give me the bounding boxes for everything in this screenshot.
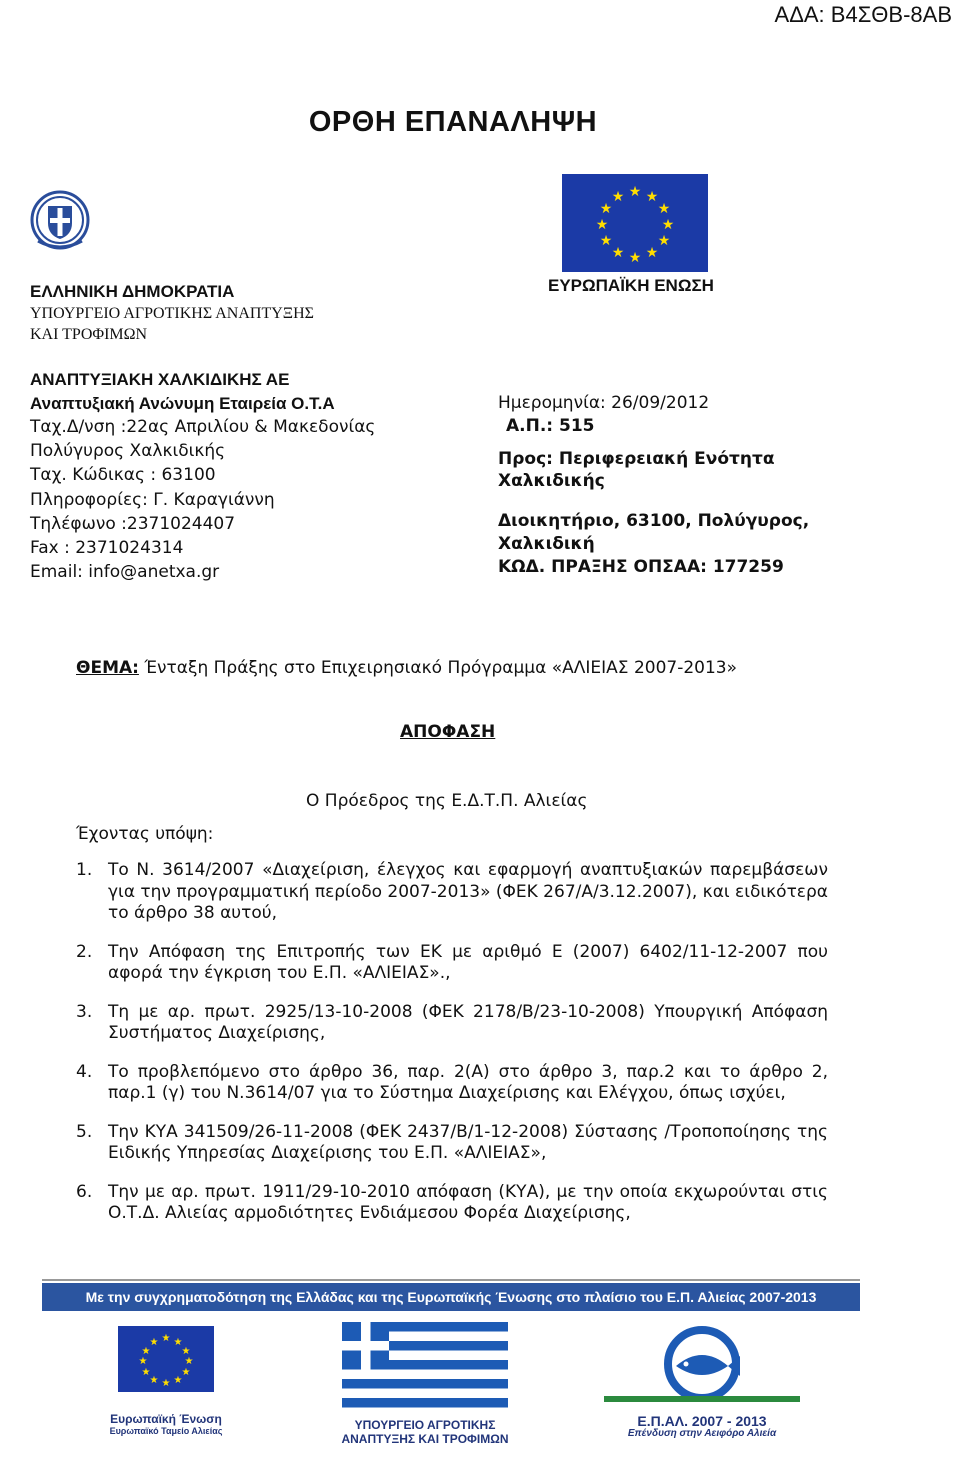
contact-postal: Ταχ. Κώδικας : 63100 — [30, 465, 216, 486]
greek-flag-icon — [334, 1322, 516, 1408]
svg-text:★: ★ — [611, 245, 625, 261]
cofunding-banner: Με την συγχρηματοδότηση της Ελλάδας και της Ευρωπαϊκής Ένωσης στο πλαίσιο του Ε.Π. Αλιείας 2007-2013 — [42, 1283, 860, 1311]
contact-fax: Fax : 2371024314 — [30, 538, 184, 559]
contact-info: Πληροφορίες: Γ. Καραγιάννη — [30, 489, 275, 510]
ministry-line-2: ΚΑΙ ΤΡΟΦΙΜΩΝ — [30, 326, 148, 343]
recipient-address-line-1: Διοικητήριο, 63100, Πολύγυρος, — [498, 511, 810, 531]
subject-label: ΘΕΜΑ: — [76, 658, 139, 678]
list-item — [76, 1122, 828, 1165]
decision-heading: ΑΠΟΦΑΣΗ — [400, 722, 496, 742]
svg-text:★: ★ — [628, 250, 642, 266]
svg-text:★: ★ — [181, 1346, 191, 1357]
ministry-logo — [334, 1322, 516, 1446]
recipient-address-line-2: Χαλκιδική — [498, 534, 595, 554]
footer-divider — [42, 1279, 860, 1281]
eu-flag-small-icon — [96, 1322, 236, 1402]
list-item-text: Την ΚΥΑ 341509/26-11-2008 (ΦΕΚ 2437/Β/1-12-2008) Σύστασης /Τροποποίησης της Ειδικής Υπηρεσίας Διαχείρισης του Ε.Π. «ΑΛΙΕΙΑΣ», — [108, 1121, 828, 1163]
svg-text:★: ★ — [161, 1333, 171, 1344]
list-item-number: 4. — [76, 1061, 93, 1082]
svg-text:★: ★ — [149, 1375, 159, 1386]
svg-text:★: ★ — [645, 245, 659, 261]
svg-text:★: ★ — [595, 217, 609, 233]
svg-text:★: ★ — [161, 1378, 171, 1389]
eu-caption: Ευρωπαϊκή Ένωση — [110, 1412, 222, 1426]
recipient-line-2: Χαλκιδικής — [498, 471, 605, 491]
eu-flag-icon — [562, 174, 708, 272]
svg-text:★: ★ — [628, 184, 642, 200]
republic-label: ΕΛΛΗΝΙΚΗ ΔΗΜΟΚΡΑΤΙΑ — [30, 282, 235, 301]
svg-text:★: ★ — [141, 1346, 151, 1357]
ministry-line-1: ΥΠΟΥΡΓΕΙΟ ΑΓΡΟΤΙΚΗΣ ΑΝΑΠΤΥΞΗΣ — [30, 305, 314, 322]
list-item-text: Το προβλεπόμενο στο άρθρο 36, παρ. 2(Α) στο άρθρο 3, παρ.2 και το άρθρο 2, παρ.1 (γ) του Ν.3614/07 για το Σύστημα Διαχείρισης και Ελέγχου, όπως ισχύει, — [108, 1061, 828, 1103]
list-item — [76, 1182, 828, 1225]
recipient-block — [498, 391, 809, 579]
contact-block — [30, 415, 375, 584]
fisheries-logo-icon — [584, 1322, 820, 1406]
program-subcaption: Επένδυση στην Αειφόρο Αλιεία — [627, 1428, 777, 1439]
list-item-text: Την με αρ. πρωτ. 1911/29-10-2010 απόφαση (ΚΥΑ), με την οποία εκχωρούνται στις Ο.Τ.Δ. Αλιείας αρμοδιότητες Ενδιάμεσου Φορέα Διαχείρισης, — [108, 1181, 828, 1223]
list-item-text: Τη με αρ. πρωτ. 2925/13-10-2008 (ΦΕΚ 2178/Β/23-10-2008) Υπουργική Απόφαση Συστήματος Διαχείρισης, — [108, 1001, 828, 1043]
list-item-number: 5. — [76, 1121, 93, 1142]
greek-emblem-icon — [30, 187, 90, 273]
eu-label: ΕΥΡΩΠΑΪΚΗ ΕΝΩΣΗ — [548, 276, 714, 295]
list-item — [76, 942, 828, 985]
ada-code: ΑΔΑ: Β4ΣΘΒ-8ΑΒ — [774, 2, 952, 27]
svg-text:★: ★ — [599, 233, 613, 249]
ministry-logo-line-1: ΥΠΟΥΡΓΕΙΟ ΑΓΡΟΤΙΚΗΣ — [354, 1418, 496, 1432]
ministry-logo-line-2: ΑΝΑΠΤΥΞΗΣ ΚΑΙ ΤΡΟΦΙΜΩΝ — [341, 1432, 509, 1446]
agency-name-line-1: ΑΝΑΠΤΥΞΙΑΚΗ ΧΑΛΚΙΔΙΚΗΣ ΑΕ — [30, 370, 290, 389]
list-item-text: Την Απόφαση της Επιτροπής των ΕΚ με αριθμό Ε (2007) 6402/11-12-2007 που αφορά την έγκριση του Ε.Π. «ΑΛΙΕΙΑΣ»., — [108, 941, 828, 983]
contact-email: Email: info@anetxa.gr — [30, 562, 220, 583]
list-item — [76, 1062, 828, 1105]
svg-text:★: ★ — [141, 1367, 151, 1378]
list-item-number: 2. — [76, 941, 93, 962]
contact-city: Πολύγυρος Χαλκιδικής — [30, 441, 226, 462]
svg-text:★: ★ — [661, 217, 675, 233]
subject-text: Ένταξη Πράξης στο Επιχειρησιακό Πρόγραμμα «ΑΛΙΕΙΑΣ 2007-2013» — [144, 658, 738, 678]
svg-text:★: ★ — [657, 201, 671, 217]
eu-subcaption: Ευρωπαϊκό Ταμείο Αλιείας — [109, 1426, 223, 1436]
document-date: Ημερομηνία: 26/09/2012 — [498, 393, 710, 413]
ministry-header — [30, 281, 314, 345]
svg-text:★: ★ — [181, 1367, 191, 1378]
list-item-number: 1. — [76, 860, 93, 880]
list-item-number: 6. — [76, 1181, 93, 1202]
agency-name — [30, 368, 335, 416]
fisheries-program-logo — [584, 1322, 820, 1439]
list-item-number: 3. — [76, 1001, 93, 1022]
svg-text:★: ★ — [149, 1337, 159, 1348]
recipient-line-1: Προς: Περιφερειακή Ενότητα — [498, 449, 775, 469]
project-code: ΚΩΔ. ΠΡΑΞΗΣ ΟΠΣΑΑ: 177259 — [498, 557, 784, 577]
considerations-list — [76, 860, 828, 1242]
protocol-number: Α.Π.: 515 — [506, 416, 595, 436]
president-line: Ο Πρόεδρος της Ε.Δ.Τ.Π. Αλιείας — [306, 791, 588, 811]
agency-name-line-2: Αναπτυξιακή Ανώνυμη Εταιρεία Ο.Τ.Α — [30, 394, 335, 413]
svg-text:★: ★ — [645, 189, 659, 205]
contact-phone: Τηλέφωνο :2371024407 — [30, 513, 236, 534]
program-caption: Ε.Π.ΑΛ. 2007 - 2013 — [637, 1413, 767, 1429]
eu-fund-logo — [96, 1322, 236, 1436]
page-title: ΟΡΘΗ ΕΠΑΝΑΛΗΨΗ — [308, 106, 598, 138]
svg-text:★: ★ — [173, 1337, 183, 1348]
svg-text:★: ★ — [173, 1375, 183, 1386]
list-item-text: Το Ν. 3614/2007 «Διαχείριση, έλεγχος και εφαρμογή αναπτυξιακών παρεμβάσεων για την προγραμματική περίοδο 2007-2013» (ΦΕΚ 267/Α/3.12.2007), και ειδικότερα το άρθρο 38 αυτού, — [108, 860, 828, 923]
list-item — [76, 1002, 828, 1045]
svg-text:★: ★ — [138, 1356, 148, 1367]
svg-text:★: ★ — [611, 189, 625, 205]
svg-text:★: ★ — [657, 233, 671, 249]
subject-line — [76, 658, 737, 678]
considering-label: Έχοντας υπόψη: — [76, 824, 214, 844]
list-item — [76, 860, 828, 925]
contact-address: Ταχ.Δ/νση :22ας Απριλίου & Μακεδονίας — [30, 417, 376, 437]
svg-text:★: ★ — [599, 201, 613, 217]
svg-text:★: ★ — [184, 1356, 194, 1367]
